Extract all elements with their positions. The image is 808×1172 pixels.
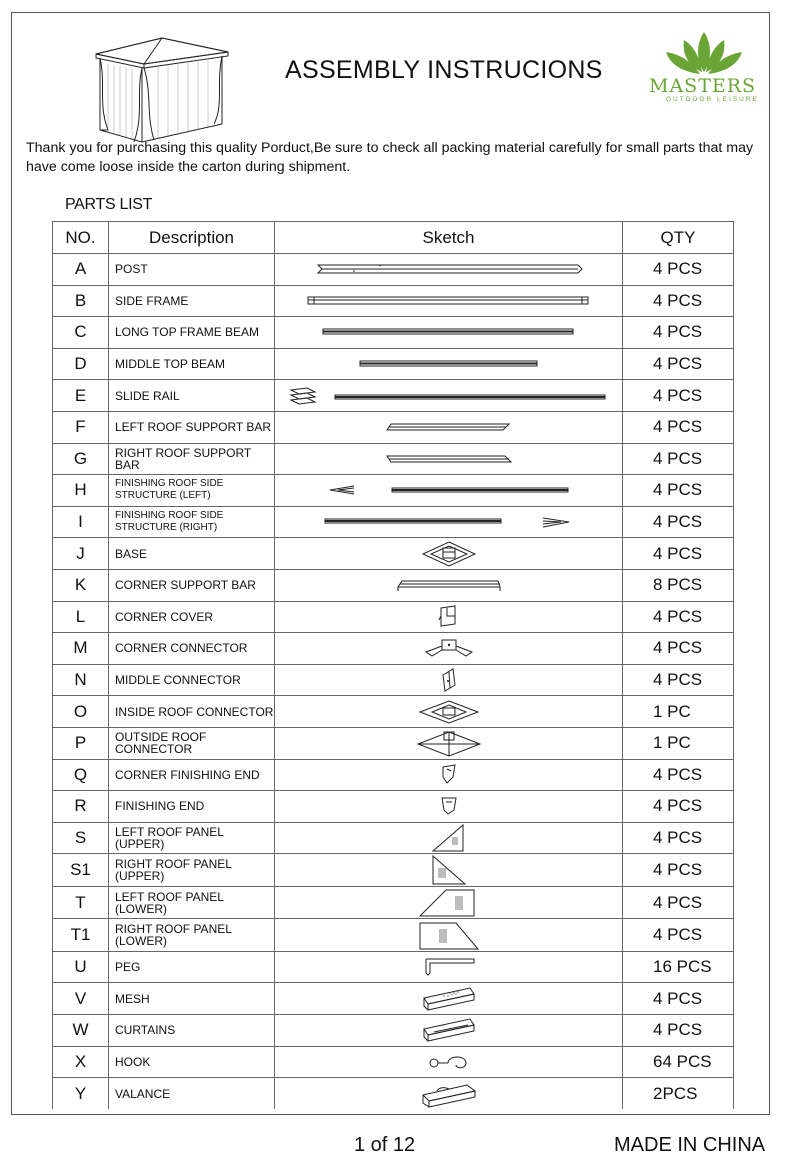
part-no: B [53, 285, 109, 317]
table-row [53, 951, 734, 983]
part-no: U [53, 951, 109, 983]
part-no: Y [53, 1078, 109, 1109]
brand-name: MASTERS [649, 75, 757, 97]
part-no: P [53, 727, 109, 759]
part-sketch-slide-rail-icon [275, 380, 623, 412]
part-description: FINISHING END [109, 791, 275, 823]
part-description: VALANCE [109, 1078, 275, 1109]
part-no: S [53, 822, 109, 854]
table-row [53, 475, 734, 507]
part-no: I [53, 506, 109, 538]
part-qty: 4 PCS [623, 1015, 734, 1047]
table-row [53, 822, 734, 854]
table-row [53, 759, 734, 791]
part-sketch-post-icon [275, 254, 623, 286]
part-qty: 4 PCS [623, 918, 734, 951]
part-description: POST [109, 254, 275, 286]
part-no: E [53, 380, 109, 412]
part-description: SLIDE RAIL [109, 380, 275, 412]
part-description: LEFT ROOF SUPPORT BAR [109, 411, 275, 443]
page-number: 1 of 12 [354, 1134, 416, 1156]
part-no: Q [53, 759, 109, 791]
part-sketch-finishing-left-icon [275, 475, 623, 507]
part-sketch-panel-upper-left-icon [275, 822, 623, 854]
parts-list-title: PARTS LIST [65, 196, 153, 213]
part-qty: 16 PCS [623, 951, 734, 983]
table-row [53, 285, 734, 317]
part-qty: 4 PCS [623, 822, 734, 854]
part-description: CORNER FINISHING END [109, 759, 275, 791]
brand-tagline: OUTDOOR LEISURE [666, 96, 759, 103]
table-row [53, 696, 734, 728]
table-row [53, 506, 734, 538]
part-sketch-panel-lower-right-icon [275, 918, 623, 951]
table-row [53, 1015, 734, 1047]
part-no: X [53, 1046, 109, 1078]
part-description: MESH [109, 983, 275, 1015]
table-row [53, 380, 734, 412]
table-row [53, 727, 734, 759]
part-description: MIDDLE TOP BEAM [109, 348, 275, 380]
part-qty: 4 PCS [623, 254, 734, 286]
part-sketch-outside-roof-connector-icon [275, 727, 623, 759]
table-row [53, 348, 734, 380]
part-no: V [53, 983, 109, 1015]
part-sketch-finishing-right-icon [275, 506, 623, 538]
gazebo-illustration [88, 34, 236, 146]
table-row [53, 254, 734, 286]
part-description: RIGHT ROOF SUPPORT BAR [109, 443, 275, 475]
part-description: RIGHT ROOF PANEL (UPPER) [109, 854, 275, 887]
part-no: K [53, 569, 109, 601]
part-qty: 4 PCS [623, 317, 734, 349]
part-sketch-valance-icon [275, 1078, 623, 1109]
parts-table [52, 221, 734, 1109]
part-qty: 4 PCS [623, 664, 734, 696]
part-no: C [53, 317, 109, 349]
table-row [53, 983, 734, 1015]
part-no: M [53, 633, 109, 665]
table-row [53, 411, 734, 443]
parts-table-body [53, 254, 734, 1109]
part-sketch-middle-connector-icon [275, 664, 623, 696]
part-qty: 4 PCS [623, 759, 734, 791]
column-header-no: NO. [53, 222, 109, 254]
table-header-row [53, 222, 734, 254]
part-sketch-corner-cover-icon [275, 601, 623, 633]
column-header-qty: QTY [623, 222, 734, 254]
part-sketch-corner-connector-icon [275, 633, 623, 665]
part-description: FINISHING ROOF SIDE STRUCTURE (LEFT) [109, 475, 275, 507]
part-qty: 4 PCS [623, 538, 734, 570]
part-no: N [53, 664, 109, 696]
part-no: L [53, 601, 109, 633]
part-qty: 1 PC [623, 696, 734, 728]
table-row [53, 918, 734, 951]
table-row [53, 601, 734, 633]
part-sketch-corner-finishing-end-icon [275, 759, 623, 791]
table-row [53, 317, 734, 349]
part-qty: 4 PCS [623, 380, 734, 412]
part-no: F [53, 411, 109, 443]
part-description: SIDE FRAME [109, 285, 275, 317]
column-header-description: Description [109, 222, 275, 254]
part-description: LEFT ROOF PANEL (UPPER) [109, 822, 275, 854]
part-qty: 4 PCS [623, 983, 734, 1015]
part-no: W [53, 1015, 109, 1047]
column-header-sketch: Sketch [275, 222, 623, 254]
part-description: MIDDLE CONNECTOR [109, 664, 275, 696]
part-sketch-long-beam-icon [275, 317, 623, 349]
part-description: PEG [109, 951, 275, 983]
part-description: CORNER SUPPORT BAR [109, 569, 275, 601]
part-description: LONG TOP FRAME BEAM [109, 317, 275, 349]
part-no: T1 [53, 918, 109, 951]
part-sketch-panel-lower-left-icon [275, 887, 623, 919]
part-no: J [53, 538, 109, 570]
table-row [53, 887, 734, 919]
part-qty: 4 PCS [623, 411, 734, 443]
part-sketch-inside-roof-connector-icon [275, 696, 623, 728]
part-sketch-right-support-bar-icon [275, 443, 623, 475]
part-no: O [53, 696, 109, 728]
part-qty: 8 PCS [623, 569, 734, 601]
part-sketch-corner-support-bar-icon [275, 569, 623, 601]
part-description: OUTSIDE ROOF CONNECTOR [109, 727, 275, 759]
part-qty: 1 PC [623, 727, 734, 759]
part-no: G [53, 443, 109, 475]
part-description: RIGHT ROOF PANEL (LOWER) [109, 918, 275, 951]
part-no: R [53, 791, 109, 823]
part-qty: 64 PCS [623, 1046, 734, 1078]
part-sketch-base-icon [275, 538, 623, 570]
part-qty: 4 PCS [623, 633, 734, 665]
table-row [53, 854, 734, 887]
part-qty: 4 PCS [623, 475, 734, 507]
part-qty: 4 PCS [623, 601, 734, 633]
part-sketch-finishing-end-icon [275, 791, 623, 823]
made-in-label: MADE IN CHINA [614, 1134, 766, 1156]
part-qty: 2PCS [623, 1078, 734, 1109]
part-sketch-hook-icon [275, 1046, 623, 1078]
page-title: ASSEMBLY INSTRUCIONS [285, 56, 603, 84]
part-description: HOOK [109, 1046, 275, 1078]
part-description: BASE [109, 538, 275, 570]
part-no: S1 [53, 854, 109, 887]
part-description: CURTAINS [109, 1015, 275, 1047]
part-no: H [53, 475, 109, 507]
table-row [53, 664, 734, 696]
part-description: CORNER CONNECTOR [109, 633, 275, 665]
intro-text: Thank you for purchasing this quality Porduct,Be sure to check all packing material carefully for small parts that may have come loose inside the carton during shipment. [26, 140, 754, 175]
part-description: INSIDE ROOF CONNECTOR [109, 696, 275, 728]
table-row [53, 791, 734, 823]
part-qty: 4 PCS [623, 443, 734, 475]
part-qty: 4 PCS [623, 887, 734, 919]
part-sketch-side-frame-icon [275, 285, 623, 317]
part-qty: 4 PCS [623, 791, 734, 823]
part-description: FINISHING ROOF SIDE STRUCTURE (RIGHT) [109, 506, 275, 538]
part-description: LEFT ROOF PANEL (LOWER) [109, 887, 275, 919]
table-row [53, 633, 734, 665]
part-no: A [53, 254, 109, 286]
part-no: D [53, 348, 109, 380]
part-qty: 4 PCS [623, 285, 734, 317]
table-row [53, 443, 734, 475]
part-sketch-middle-beam-icon [275, 348, 623, 380]
table-row [53, 1046, 734, 1078]
part-qty: 4 PCS [623, 854, 734, 887]
part-no: T [53, 887, 109, 919]
table-row [53, 1078, 734, 1109]
part-description: CORNER COVER [109, 601, 275, 633]
part-sketch-peg-icon [275, 951, 623, 983]
table-row [53, 538, 734, 570]
part-sketch-mesh-icon [275, 983, 623, 1015]
part-qty: 4 PCS [623, 506, 734, 538]
part-sketch-left-support-bar-icon [275, 411, 623, 443]
part-sketch-panel-upper-right-icon [275, 854, 623, 887]
part-sketch-curtains-icon [275, 1015, 623, 1047]
part-qty: 4 PCS [623, 348, 734, 380]
table-row [53, 569, 734, 601]
